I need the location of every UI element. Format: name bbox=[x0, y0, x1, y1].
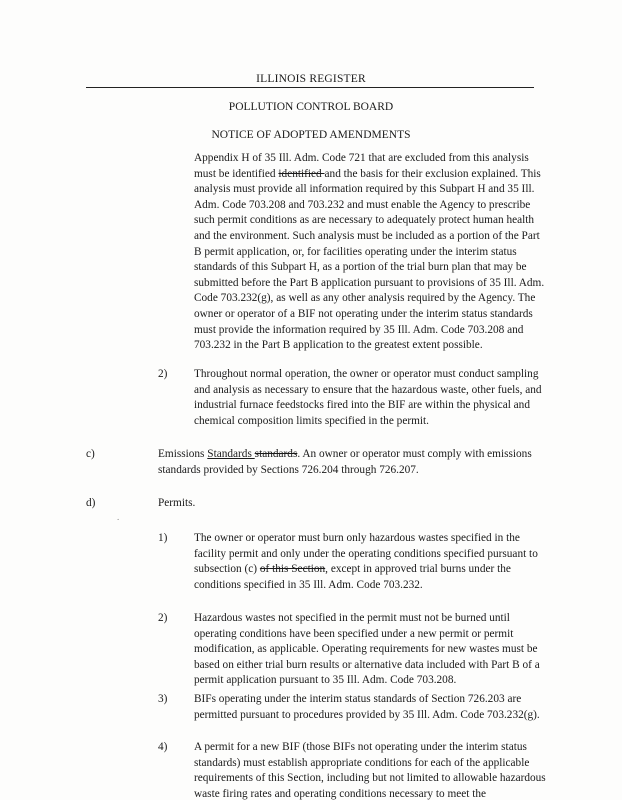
section-c-text-1: Emissions bbox=[158, 448, 208, 460]
section-c-added-text: Standards bbox=[207, 448, 255, 460]
item-d1-text-2: , except in approved trial burns under the conditions specified in 35 Ill. Adm. Code 703.232. bbox=[194, 563, 511, 591]
header-rule bbox=[86, 87, 534, 88]
register-header: ILLINOIS REGISTER bbox=[256, 73, 366, 85]
item-d1-struck-text: of this Section bbox=[259, 563, 326, 576]
notice-title: NOTICE OF ADOPTED AMENDMENTS bbox=[211, 129, 411, 141]
section-d-number: d) bbox=[86, 497, 96, 509]
item-d2-number: 2) bbox=[158, 612, 168, 624]
intro-struck-text: identified bbox=[278, 167, 325, 180]
item-d4-number: 4) bbox=[158, 741, 168, 753]
board-title: POLLUTION CONTROL BOARD bbox=[228, 101, 394, 113]
intro-text-2: and the basis for their exclusion explained. This analysis must provide all information required by this Subpart H and 35 Ill. Adm. Code 703.208 and 703.232 and must enable the Agency to prescribe such permit conditions as are necessary to adequately protect human health and the environment. Such analysis must be included as a portion of the Part B permit application, or, for facilities operating under the interim status standards of this Subpart H, as a portion of the trial burn plan that may be submitted before the Part B application pursuant to provisions of 35 Ill. Adm. Code 703.232(g), as well as any other analysis required by the Agency. The owner or operator of a BIF not operating under the interim status standards must provide the information required by 35 Ill. Adm. Code 703.208 and 703.232 in the Part B application to the greatest extent possible. bbox=[194, 167, 545, 352]
section-d-heading: Permits. bbox=[158, 497, 196, 509]
item-d1-text-1: The owner or operator must burn only hazardous wastes specified in the facility permit and only under the operating conditions specified pursuant to subsection (c) bbox=[194, 532, 538, 576]
item-d3-paragraph: BIFs operating under the interim status standards of Section 726.203 are permitted pursuant to procedures provided by 35 Ill. Adm. Code 703.232(g). bbox=[194, 693, 540, 721]
item-d4-paragraph: A permit for a new BIF (those BIFs not operating under the interim status standards) must establish appropriate conditions for each of the applicable requirements of this Section, including but not limited to allowable hazardous waste firing rates and operating conditions necessary to meet the bbox=[194, 741, 546, 800]
intro-text-1: Appendix H of 35 Ill. Adm. Code 721 that are excluded from this analysis must be identified bbox=[194, 152, 529, 180]
item-d1-number: 1) bbox=[158, 532, 168, 544]
item-2-number: 2) bbox=[158, 368, 168, 380]
section-c-paragraph bbox=[158, 447, 546, 478]
intro-paragraph bbox=[194, 151, 546, 354]
section-c-number: c) bbox=[86, 448, 95, 460]
item-2-paragraph: Throughout normal operation, the owner or operator must conduct sampling and analysis as necessary to ensure that the hazardous waste, other fuels, and industrial furnace feedstocks fired into the BIF are within the physical and chemical composition limits specified in the permit. bbox=[194, 368, 542, 427]
item-d2-paragraph: Hazardous wastes not specified in the permit must not be burned until operating conditions have been specified under a new permit or permit modification, as applicable. Operating requirements for new wastes must be based on either trial burn results or alternative data included with Part B of a permit application pursuant to 35 Ill. Adm. Code 703.208. bbox=[194, 612, 540, 687]
item-d1-paragraph bbox=[194, 531, 546, 593]
margin-mark: . bbox=[117, 512, 120, 522]
section-c-text-2: . An owner or operator must comply with emissions standards provided by Sections 726.204 through 726.207. bbox=[158, 448, 532, 476]
section-c-struck-text: standards bbox=[254, 448, 298, 460]
item-d3-number: 3) bbox=[158, 693, 168, 705]
